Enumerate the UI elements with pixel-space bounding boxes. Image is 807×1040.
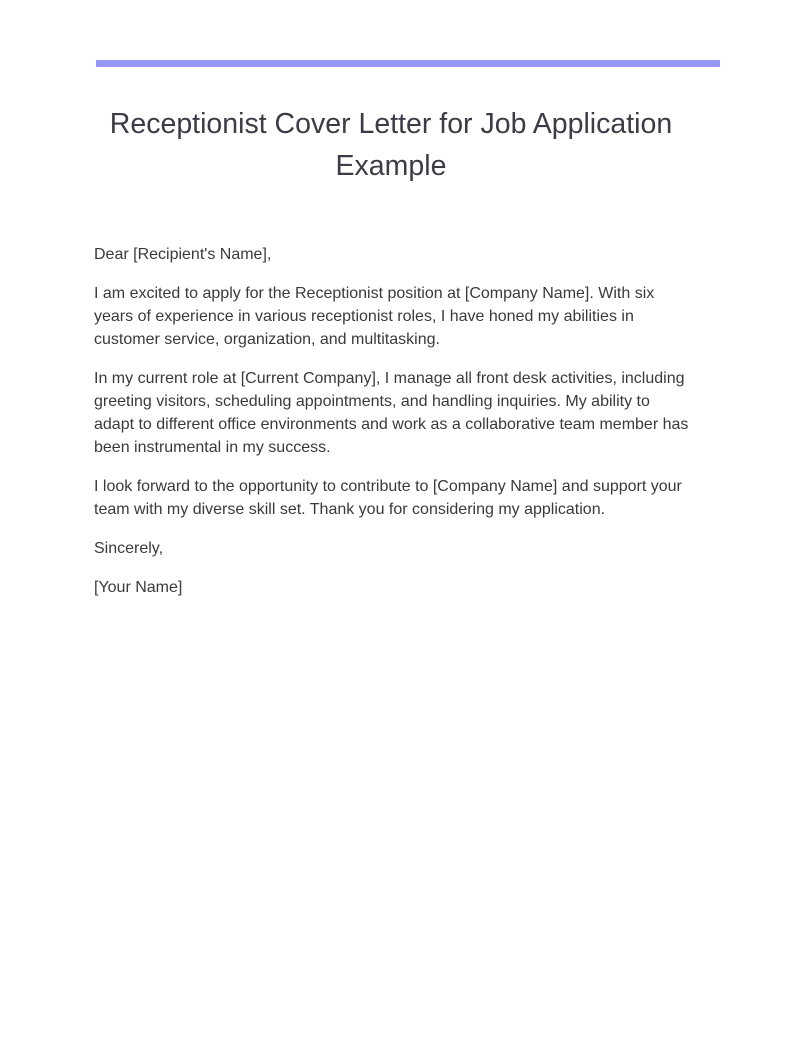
letter-body	[94, 243, 694, 615]
paragraph-closing: I look forward to the opportunity to contribute to [Company Name] and support your team with my diverse skill set. Thank you for considering my application.	[94, 478, 682, 518]
paragraph-intro: I am excited to apply for the Receptionist position at [Company Name]. With six years of experience in various receptionist roles, I have honed my abilities in customer service, organization, and multitasking.	[94, 285, 655, 348]
page-title: Receptionist Cover Letter for Job Application Example	[109, 108, 673, 182]
accent-bar	[96, 60, 720, 67]
salutation: Dear [Recipient's Name],	[94, 246, 272, 263]
closing: Sincerely,	[94, 540, 164, 557]
paragraph-experience: In my current role at [Current Company], I manage all front desk activities, including greeting visitors, scheduling appointments, and handling inquiries. My ability to adapt to different office environments and work as a collaborative team member has been instrumental in my success.	[94, 370, 689, 456]
signature: [Your Name]	[94, 579, 183, 596]
